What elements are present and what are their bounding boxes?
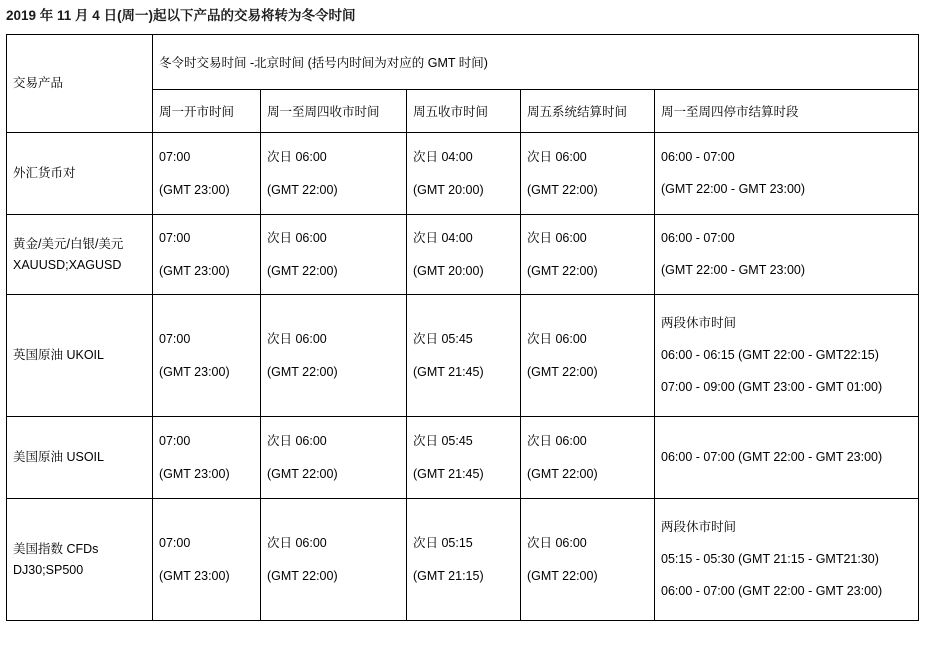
time-value: 次日 06:00 (527, 535, 587, 550)
gmt-value: (GMT 23:00) (159, 466, 230, 481)
column-header-friday-close: 周五收市时间 (407, 90, 521, 133)
time-value: 07:00 (159, 433, 191, 448)
cell-monday-open (153, 295, 261, 417)
cell-friday-settlement (521, 215, 655, 295)
product-name-line1: 英国原油 UKOIL (13, 348, 104, 362)
cell-friday-settlement (521, 417, 655, 499)
gmt-value: (GMT 22:00) (527, 568, 598, 583)
break-line: 06:00 - 07:00 (661, 150, 735, 164)
product-name-line2: XAUUSD;XAGUSD (13, 257, 122, 272)
gmt-value: (GMT 23:00) (159, 182, 230, 197)
cell-mon-thu-close (261, 295, 407, 417)
gmt-value: (GMT 21:45) (413, 466, 484, 481)
gmt-value: (GMT 23:00) (159, 568, 230, 583)
column-header-mon-thu-break: 周一至周四停市结算时段 (655, 90, 919, 133)
product-name-line1: 黄金/美元/白银/美元 (13, 236, 124, 251)
cell-mon-thu-break (655, 133, 919, 215)
gmt-value: (GMT 23:00) (159, 364, 230, 379)
cell-monday-open (153, 133, 261, 215)
time-value: 次日 05:15 (413, 535, 473, 550)
header-product: 交易产品 (7, 35, 153, 133)
gmt-value: (GMT 22:00) (267, 263, 338, 278)
cell-monday-open (153, 215, 261, 295)
cell-monday-open (153, 499, 261, 621)
cell-mon-thu-break (655, 215, 919, 295)
gmt-value: (GMT 20:00) (413, 263, 484, 278)
time-value: 07:00 (159, 535, 191, 550)
break-line: (GMT 22:00 - GMT 23:00) (661, 182, 806, 196)
break-line: (GMT 22:00 - GMT 23:00) (661, 263, 806, 277)
gmt-value: (GMT 22:00) (527, 182, 598, 197)
cell-friday-close (407, 215, 521, 295)
row-product (7, 499, 153, 621)
cell-friday-close (407, 133, 521, 215)
gmt-value: (GMT 22:00) (527, 263, 598, 278)
gmt-value: (GMT 22:00) (527, 466, 598, 481)
gmt-value: (GMT 21:15) (413, 568, 484, 583)
time-value: 次日 06:00 (267, 331, 327, 346)
gmt-value: (GMT 22:00) (527, 364, 598, 379)
table-row (7, 295, 919, 417)
time-value: 次日 06:00 (527, 149, 587, 164)
time-value: 次日 06:00 (527, 230, 587, 245)
row-product (7, 295, 153, 417)
break-line: 06:00 - 07:00 (661, 231, 735, 245)
time-value: 次日 06:00 (267, 149, 327, 164)
cell-mon-thu-close (261, 417, 407, 499)
gmt-value: (GMT 23:00) (159, 263, 230, 278)
product-name-line1: 外汇货币对 (13, 166, 76, 180)
table-header-row (7, 35, 919, 90)
break-line: 07:00 - 09:00 (GMT 23:00 - GMT 01:00) (661, 380, 883, 394)
page-title: 2019 年 11 月 4 日(周一)起以下产品的交易将转为冬令时间 (6, 8, 356, 23)
product-name-line1: 美国指数 CFDs (13, 541, 99, 556)
time-value: 次日 04:00 (413, 149, 473, 164)
winter-trading-hours-table (6, 34, 919, 621)
cell-friday-settlement (521, 295, 655, 417)
break-line: 05:15 - 05:30 (GMT 21:15 - GMT21:30) (661, 552, 879, 566)
cell-mon-thu-break (655, 499, 919, 621)
break-line: 06:00 - 07:00 (GMT 22:00 - GMT 23:00) (661, 584, 883, 598)
time-value: 次日 05:45 (413, 331, 473, 346)
time-value: 次日 05:45 (413, 433, 473, 448)
column-header-friday-settlement: 周五系统结算时间 (521, 90, 655, 133)
time-value: 次日 06:00 (527, 331, 587, 346)
time-value: 07:00 (159, 230, 191, 245)
product-name-line1: 美国原油 USOIL (13, 450, 104, 464)
column-header-monday-open: 周一开市时间 (153, 90, 261, 133)
time-value: 07:00 (159, 149, 191, 164)
column-header-mon-thu-close: 周一至周四收市时间 (261, 90, 407, 133)
break-line: 06:00 - 06:15 (GMT 22:00 - GMT22:15) (661, 348, 879, 362)
row-product (7, 417, 153, 499)
gmt-value: (GMT 22:00) (267, 568, 338, 583)
cell-friday-settlement (521, 499, 655, 621)
cell-friday-close (407, 417, 521, 499)
gmt-value: (GMT 22:00) (267, 364, 338, 379)
time-value: 次日 04:00 (413, 230, 473, 245)
cell-monday-open (153, 417, 261, 499)
row-product (7, 133, 153, 215)
header-group-times: 冬令时交易时间 -北京时间 (括号内时间为对应的 GMT 时间) (153, 35, 919, 90)
cell-friday-close (407, 295, 521, 417)
row-product (7, 215, 153, 295)
cell-friday-close (407, 499, 521, 621)
cell-mon-thu-break (655, 417, 919, 499)
break-line: 两段休市时间 (661, 520, 737, 534)
gmt-value: (GMT 22:00) (267, 466, 338, 481)
table-row (7, 215, 919, 295)
cell-mon-thu-close (261, 215, 407, 295)
table-row (7, 417, 919, 499)
cell-friday-settlement (521, 133, 655, 215)
time-value: 07:00 (159, 331, 191, 346)
time-value: 次日 06:00 (527, 433, 587, 448)
table-row (7, 133, 919, 215)
cell-mon-thu-break (655, 295, 919, 417)
cell-mon-thu-close (261, 133, 407, 215)
gmt-value: (GMT 20:00) (413, 182, 484, 197)
gmt-value: (GMT 21:45) (413, 364, 484, 379)
time-value: 次日 06:00 (267, 230, 327, 245)
break-line: 06:00 - 07:00 (GMT 22:00 - GMT 23:00) (661, 450, 883, 464)
product-name-line2: DJ30;SP500 (13, 562, 84, 577)
cell-mon-thu-close (261, 499, 407, 621)
break-line: 两段休市时间 (661, 316, 737, 330)
time-value: 次日 06:00 (267, 433, 327, 448)
gmt-value: (GMT 22:00) (267, 182, 338, 197)
table-row (7, 499, 919, 621)
time-value: 次日 06:00 (267, 535, 327, 550)
